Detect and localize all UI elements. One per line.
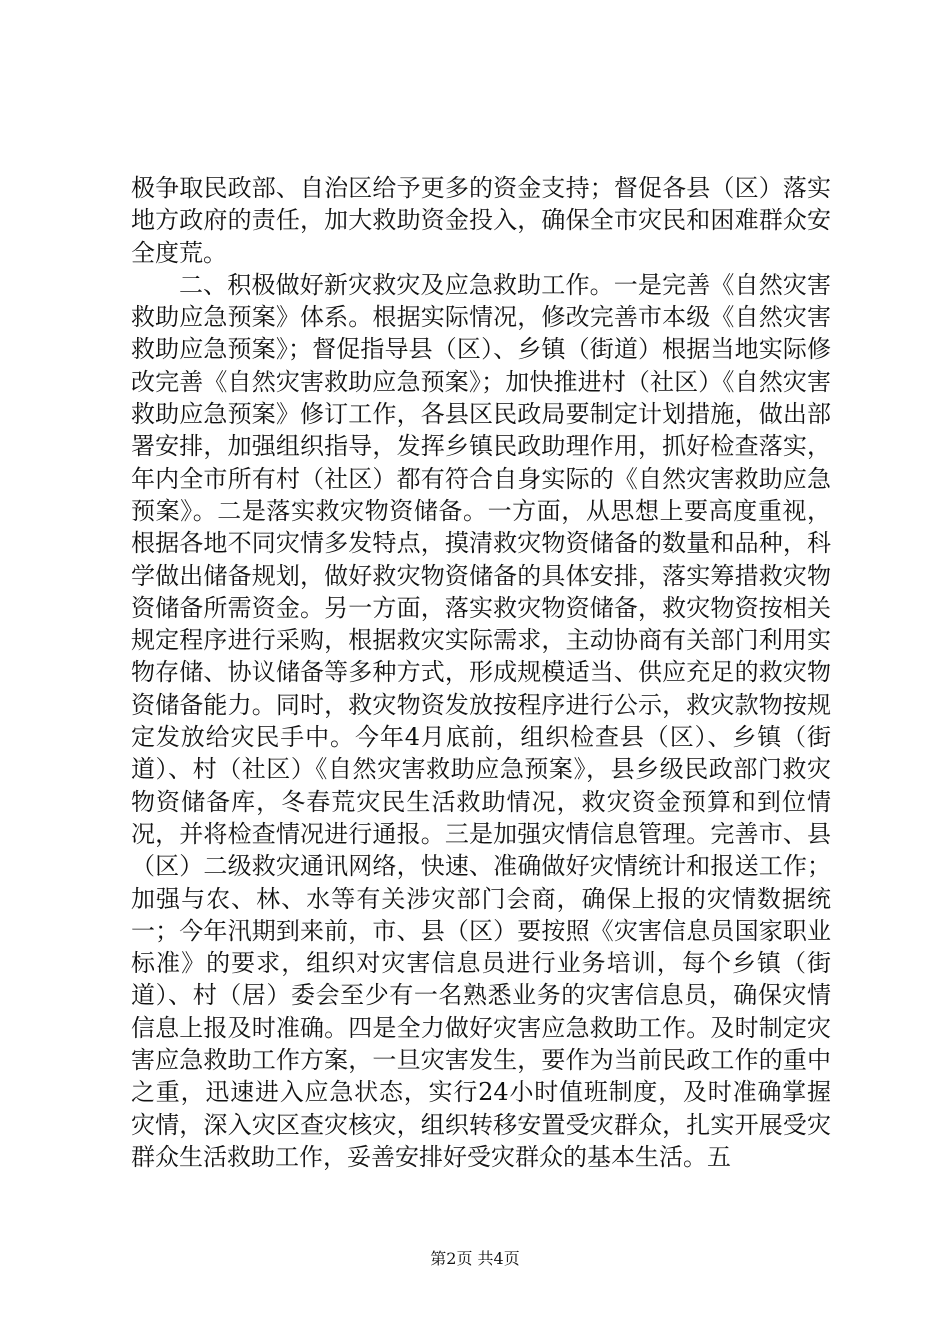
page-footer: 第2页 共4页 — [430, 1249, 520, 1268]
paragraph-2: 二、积极做好新灾救灾及应急救助工作。一是完善《自然灾害救助应急预案》体系。根据实际情况，修改完善市本级《自然灾害救助应急预案》；督促指导县（区）、乡镇（街道）根据当地实际修改完善《自然灾害救助应急预案》；加快推进村（社区）《自然灾害救助应急预案》修订工作，各县区民政局要制定计划措施，做出部署安排，加强组织指导，发挥乡镇民政助理作用，抓好检查落实，年内全市所有村（社区）都有符合自身实际的《自然灾害救助应急预案》。二是落实救灾物资储备。一方面，从思想上要高度重视，根据各地不同灾情多发特点，摸清救灾物资储备的数量和品种，科学做出储备规划，做好救灾物资储备的具体安排，落实筹措救灾物资储备所需资金。另一方面，落实救灾物资储备，救灾物资按相关规定程序进行采购，根据救灾实际需求，主动协商有关部门利用实物存储、协议储备等多种方式，形成规模适当、供应充足的救灾物资储备能力。同时，救灾物资发放按程序进行公示，救灾款物按规定发放给灾民手中。今年4月底前，组织检查县（区）、乡镇（街道）、村（社区）《自然灾害救助应急预案》，县乡级民政部门救灾物资储备库，冬春荒灾民生活救助情况，救灾资金预算和到位情况，并将检查情况进行通报。三是加强灾情信息管理。完善市、县（区）二级救灾通讯网络，快速、准确做好灾情统计和报送工作；加强与农、林、水等有关涉灾部门会商，确保上报的灾情数据统一；今年汛期到来前，市、县（区）要按照《灾害信息员国家职业标准》的要求，组织对灾害信息员进行业务培训，每个乡镇（街道）、村（居）委会至少有一名熟悉业务的灾害信息员，确保灾情信息上报及时准确。四是全力做好灾害应急救助工作。及时制定灾害应急救助工作方案，一旦灾害发生，要作为当前民政工作的重中之重，迅速进入应急状态，实行24小时值班制度，及时准确掌握灾情，深入灾区查灾核灾，组织转移安置受灾群众，扎实开展受灾群众生活救助工作，妥善安排好受灾群众的基本生活。五 — [131, 270, 831, 1171]
document-body — [131, 172, 831, 1173]
paragraph-1: 极争取民政部、自治区给予更多的资金支持；督促各县（区）落实地方政府的责任，加大救助资金投入，确保全市灾民和困难群众安全度荒。 — [131, 174, 831, 267]
